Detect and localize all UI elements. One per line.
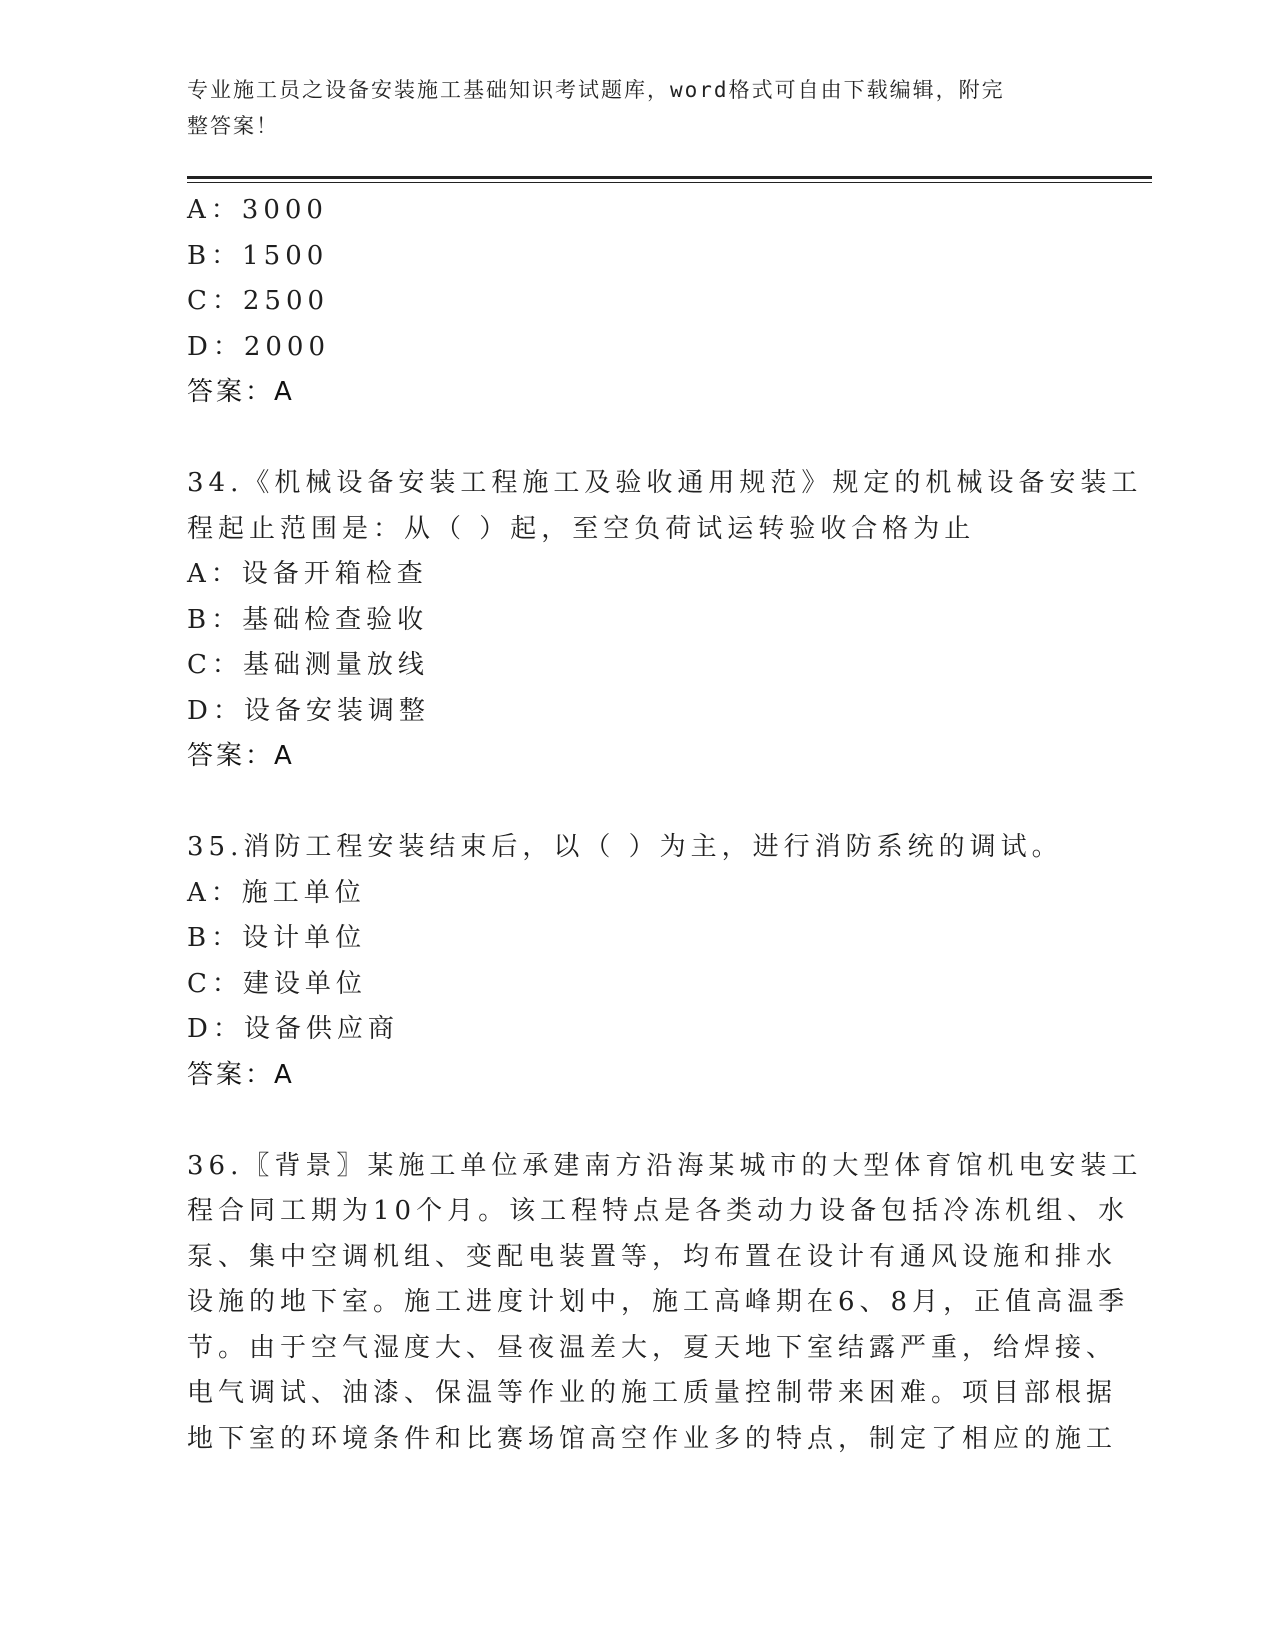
spacer (187, 416, 1087, 462)
option-a: A：施工单位 (187, 877, 366, 908)
option-b: B：设计单位 (187, 923, 367, 953)
option-a: A：3000 (187, 195, 328, 225)
question-text-line: 设施的地下室。施工进度计划中，施工高峰期在6、8月，正值高温季 (187, 1287, 1130, 1317)
spacer (187, 1098, 1087, 1144)
answer-line: 答案：A (187, 377, 295, 407)
option-d: D：设备安装调整 (187, 695, 430, 726)
question-text-line: 程合同工期为10个月。该工程特点是各类动力设备包括冷冻机组、水 (187, 1196, 1130, 1226)
question-text-line: 泵、集中空调机组、变配电装置等，均布置在设计有通风设施和排水 (187, 1241, 1118, 1272)
option-d: D：2000 (187, 331, 331, 362)
header-line-2: 整答案！ (187, 114, 279, 138)
header-rule-thin (187, 182, 1152, 183)
option-a: A：设备开箱检查 (187, 559, 428, 589)
question-text-line: 地下室的环境条件和比赛场馆高空作业多的特点，制定了相应的施工 (187, 1423, 1118, 1454)
option-b: B：基础检查验收 (187, 604, 429, 635)
question-text-line: 34.《机械设备安装工程施工及验收通用规范》规定的机械设备安装工 (187, 468, 1143, 498)
question-text-line: 程起止范围是：从（ ）起，至空负荷试运转验收合格为止 (187, 513, 976, 544)
question-text-line: 35.消防工程安装结束后，以（ ）为主，进行消防系统的调试。 (187, 832, 1063, 862)
header-rule-thick (187, 176, 1152, 179)
option-c: C：基础测量放线 (187, 650, 429, 680)
question-35 (187, 825, 1087, 1098)
answer-line: 答案：A (187, 741, 295, 771)
spacer (187, 780, 1087, 826)
question-text-line: 节。由于空气湿度大、昼夜温差大，夏天地下室结露严重，给焊接、 (187, 1332, 1118, 1363)
question-36 (187, 1144, 1143, 1463)
option-b: B：1500 (187, 240, 329, 271)
option-c: C：2500 (187, 286, 330, 316)
question-33 (187, 188, 1087, 416)
question-text-line: 36.〖背景〗某施工单位承建南方沿海某城市的大型体育馆机电安装工 (187, 1150, 1143, 1181)
question-text-line: 电气调试、油漆、保温等作业的施工质量控制带来困难。项目部根据 (187, 1378, 1118, 1408)
option-d: D：设备供应商 (187, 1014, 399, 1044)
document-header (187, 72, 1067, 144)
document-body (187, 188, 1143, 1462)
option-c: C：建设单位 (187, 968, 367, 999)
question-34 (187, 461, 1143, 780)
header-line-1: 专业施工员之设备安装施工基础知识考试题库，word格式可自由下载编辑，附完 (187, 78, 1005, 102)
answer-line: 答案：A (187, 1059, 295, 1090)
